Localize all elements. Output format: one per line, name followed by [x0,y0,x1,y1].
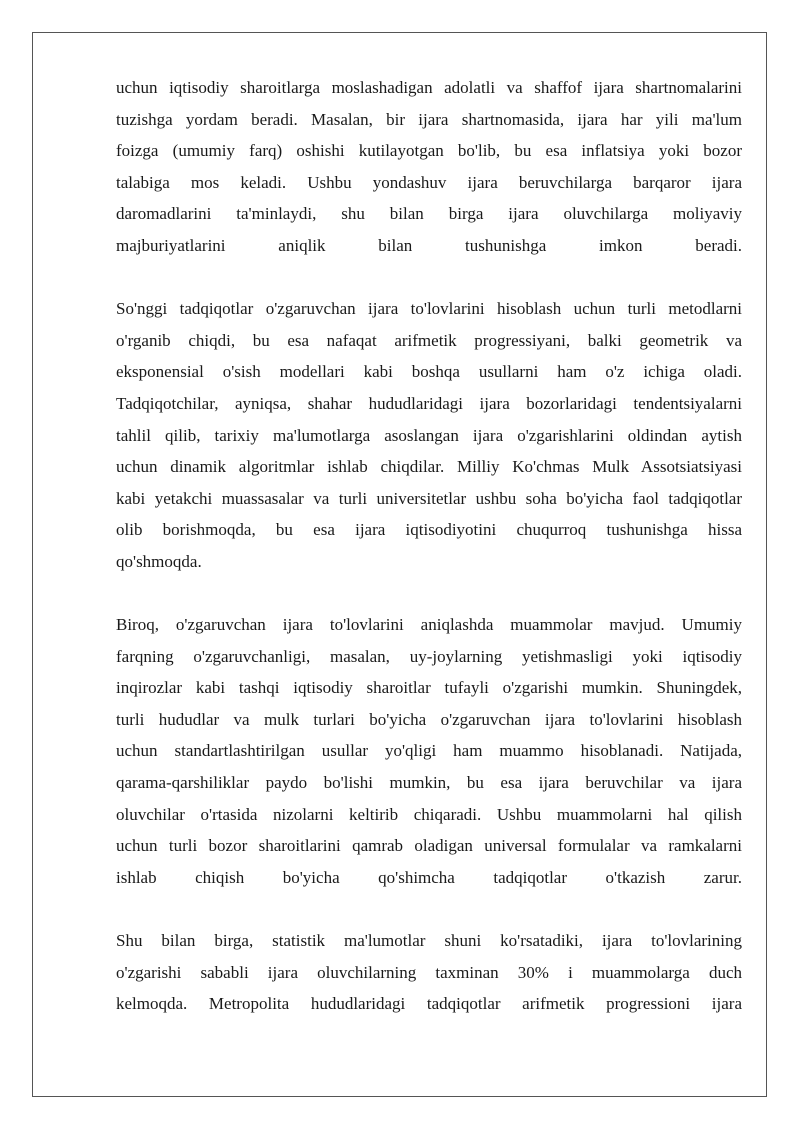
text-line: kelmoqda. Metropolita hududlaridagi tadqiqotlar arifmetik progressioni ijara [116,994,742,1014]
text-line: farqning o'zgaruvchanligi, masalan, uy-joylarning yetishmasligi yoki iqtisodiy [116,646,742,666]
text-line: daromadlarini ta'minlaydi, shu bilan birga ijara oluvchilarga moliyaviy [116,204,742,224]
text-line: So'nggi tadqiqotlar o'zgaruvchan ijara to'lovlarini hisoblash uchun turli metodlarni [116,299,742,319]
paragraph-3 [116,609,742,893]
text-line: kabi yetakchi muassasalar va turli universitetlar ushbu soha bo'yicha faol tadqiqotlar [116,488,742,508]
paragraph-2 [116,293,742,577]
text-line: uchun dinamik algoritmlar ishlab chiqdilar. Milliy Ko'chmas Mulk Assotsiatsiyasi [116,457,742,477]
text-line: foizga (umumiy farq) oshishi kutilayotgan bo'lib, bu esa inflatsiya yoki bozor [116,141,742,161]
text-line: tuzishga yordam beradi. Masalan, bir ijara shartnomasida, ijara har yili ma'lum [116,109,742,129]
text-line: o'zgarishi sababli ijara oluvchilarning taxminan 30% i muammolarga duch [116,962,742,982]
text-line: inqirozlar kabi tashqi iqtisodiy sharoitlar tufayli o'zgarishi mumkin. Shuningdek, [116,678,742,698]
text-line: turli hududlar va mulk turlari bo'yicha o'zgaruvchan ijara to'lovlarini hisoblash [116,709,742,729]
text-line: qo'shmoqda. [116,551,202,571]
text-line: olib borishmoqda, bu esa ijara iqtisodiyotini chuqurroq tushunishga hissa [116,520,742,540]
text-line: Biroq, o'zgaruvchan ijara to'lovlarini aniqlashda muammolar mavjud. Umumiy [116,615,742,635]
text-line: Shu bilan birga, statistik ma'lumotlar shuni ko'rsatadiki, ijara to'lovlarining [116,931,742,951]
text-line: oluvchilar o'rtasida nizolarni keltirib chiqaradi. Ushbu muammolarni hal qilish [116,804,742,824]
document-body [116,72,742,1051]
text-line: uchun turli bozor sharoitlarini qamrab oladigan universal formulalar va ramkalarni [116,836,742,856]
text-line: majburiyatlarini aniqlik bilan tushunishga imkon beradi. [116,235,742,255]
text-line: ishlab chiqish bo'yicha qo'shimcha tadqiqotlar o'tkazish zarur. [116,867,742,887]
text-line: o'rganib chiqdi, bu esa nafaqat arifmetik progressiyani, balki geometrik va [116,330,742,350]
paragraph-1 [116,72,742,262]
text-line: tahlil qilib, tarixiy ma'lumotlarga asoslangan ijara o'zgarishlarini oldindan aytish [116,425,742,445]
text-line: uchun iqtisodiy sharoitlarga moslashadigan adolatli va shaffof ijara shartnomalarini [116,78,742,97]
paragraph-4 [116,925,742,1020]
text-line: qarama-qarshiliklar paydo bo'lishi mumkin, bu esa ijara beruvchilar va ijara [116,773,742,793]
text-line: Tadqiqotchilar, ayniqsa, shahar hududlaridagi ijara bozorlaridagi tendentsiyalarni [116,393,742,413]
text-line: uchun standartlashtirilgan usullar yo'qligi ham muammo hisoblanadi. Natijada, [116,741,742,761]
text-line: eksponensial o'sish modellari kabi boshqa usullarni ham o'z ichiga oladi. [116,362,742,382]
text-line: talabiga mos keladi. Ushbu yondashuv ijara beruvchilarga barqaror ijara [116,172,742,192]
